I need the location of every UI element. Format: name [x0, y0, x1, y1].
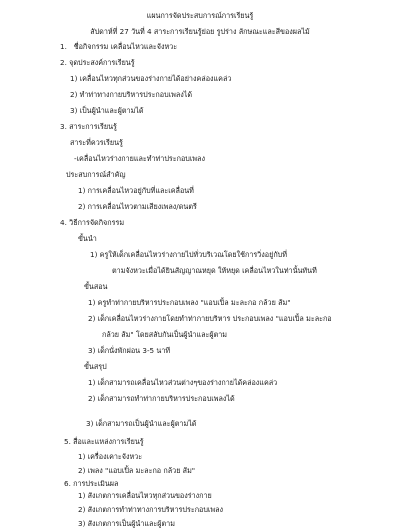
- evaluation-item: 3) สังเกตการเป็นผู้นำและผู้ตาม: [78, 519, 175, 528]
- summary-item: 3) เด็กสามารถเป็นผู้นำและผู้ตามได้: [86, 419, 197, 428]
- objective-item: 2) ทำท่าทางกายบริหารประกอบเพลงได้: [70, 90, 193, 99]
- summary-heading: ขั้นสรุป: [84, 362, 107, 371]
- media-item: 1) เครื่องเคาะจังหวะ: [78, 452, 143, 461]
- media-item: 2) เพลง "แอบเปิ้ล มะละกอ กล้วย ส้ม": [78, 466, 196, 475]
- summary-item: 1) เด็กสามารถเคลื่อนไหวส่วนต่างๆของร่างกายได้คล่องแคล่ว: [88, 378, 278, 387]
- section-5-heading: 5. สื่อและแหล่งการเรียนรู้: [64, 437, 144, 446]
- step-item: 1) ครูทำท่ากายบริหารประกอบเพลง "แอบเปิ้ล มะละกอ กล้วย ส้ม": [88, 298, 291, 307]
- intro-line: 1) ครูให้เด็กเคลื่อนไหวร่างกายไปทั่วบริเวณโดยใช้การวิ่งอยู่กับที่: [90, 250, 287, 259]
- objective-item: 1) เคลื่อนไหวทุกส่วนของร่างกายได้อย่างคล่องแคล่ว: [70, 74, 232, 83]
- evaluation-item: 1) สังเกตการเคลื่อนไหวทุกส่วนของร่างกาย: [78, 491, 212, 500]
- key-experience-item: 1) การเคลื่อนไหวอยู่กับที่และเคลื่อนที่: [78, 186, 194, 195]
- section-4-heading: 4. วิธีการจัดกิจกรรม: [60, 218, 125, 227]
- section-6-heading: 6. การประเมินผล: [64, 479, 119, 488]
- section-2-heading: 2. จุดประสงค์การเรียนรู้: [60, 58, 135, 67]
- intro-heading: ขั้นนำ: [78, 234, 97, 243]
- objective-item: 3) เป็นผู้นำและผู้ตามได้: [70, 106, 144, 115]
- key-topic-heading: สาระที่ควรเรียนรู้: [70, 138, 123, 147]
- step-item: 2) เด็กเคลื่อนไหวร่างกายโดยทำท่ากายบริหาร ประกอบเพลง "แอบเปิ้ล มะละกอ: [88, 314, 332, 323]
- step-item: 3) เด็กนั่งพักผ่อน 3-5 นาที: [88, 346, 171, 355]
- section-1-heading: 1. ชื่อกิจกรรม เคลื่อนไหวและจังหวะ: [60, 42, 178, 51]
- key-experience-item: 2) การเคลื่อนไหวตามเสียงเพลง/ดนตรี: [78, 202, 197, 211]
- step-item-continued: กล้วย ส้ม" โดยสลับกันเป็นผู้นำและผู้ตาม: [102, 330, 228, 339]
- steps-heading: ขั้นสอน: [84, 282, 108, 291]
- section-3-heading: 3. สาระการเรียนรู้: [60, 122, 117, 131]
- document-subtitle: สัปดาห์ที่ 27 วันที่ 4 สาระการเรียนรู้ย่อย รูปร่าง ลักษณะและสีของผลไม้: [90, 27, 310, 36]
- key-experience-heading: ประสบการณ์สำคัญ: [66, 170, 126, 179]
- summary-item: 2) เด็กสามารถทำท่ากายบริหารประกอบเพลงได้: [88, 394, 235, 403]
- evaluation-item: 2) สังเกตการทำท่าทางการบริหารประกอบเพลง: [78, 505, 224, 514]
- intro-line: ตามจังหวะเมื่อได้ยินสัญญาณหยุด ให้หยุด เคลื่อนไหวในท่านั้นทันที: [112, 266, 317, 275]
- document-title: แผนการจัดประสบการณ์การเรียนรู้: [146, 11, 254, 20]
- key-topic: -เคลื่อนไหวร่างกายและทำท่าประกอบเพลง: [74, 154, 205, 163]
